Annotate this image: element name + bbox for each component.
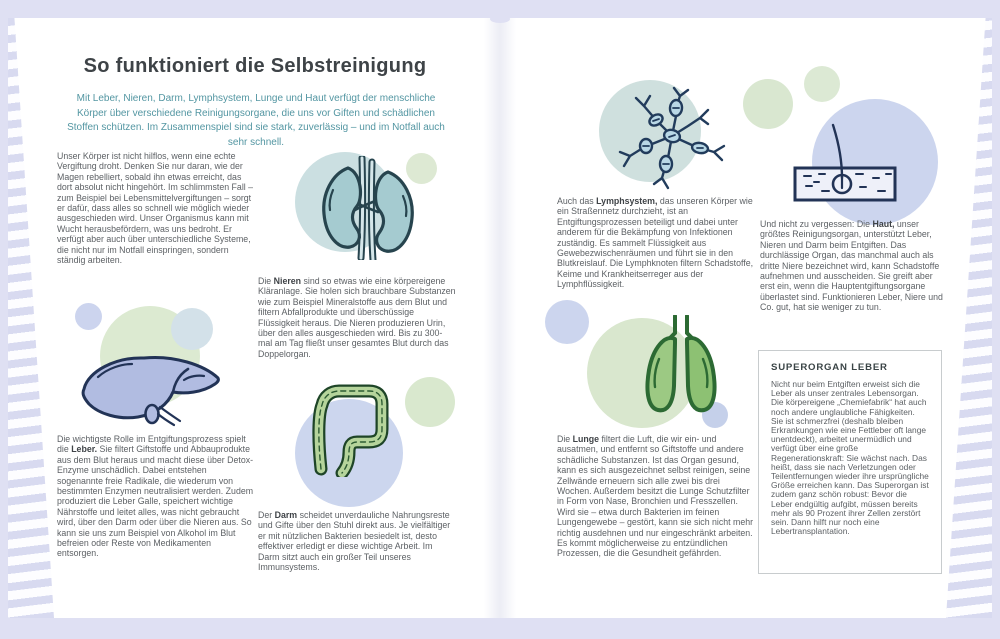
paragraph-body-intro — [57, 151, 254, 265]
paragraph-lymphsystem — [557, 196, 755, 290]
paragraph-lead: Auch das — [557, 196, 597, 206]
paragraph-nieren — [258, 276, 456, 359]
decor-circle-blue — [171, 308, 213, 350]
paragraph-rest: scheidet unverdauliche Nahrungsreste und Gifte über den Stuhl direkt aus. Je vielfältiger er mit nützlichen Bakterien besiedelt ist, desto effektiver erledigt er diese wichtige Arbeit. Im Darm sitzt auch ein großer Teil unseres Immunsystems. — [258, 510, 451, 573]
intro-text: Mit Leber, Nieren, Darm, Lymphsystem, Lunge und Haut verfügt der menschliche Körper über verschiedene Reinigungsorgane, die uns vor Giften und schädlichen Stoffen schützen. Im Zusammenspiel sind sie stark, zuverlässig – und im Notfall auch sehr schnell. — [67, 93, 445, 148]
paragraph-haut — [760, 219, 944, 313]
paragraph-lunge — [557, 434, 756, 559]
page-gutter — [484, 18, 516, 618]
paragraph-lead: Die wichtigste Rolle im Entgiftungsprozess spielt die — [57, 434, 246, 455]
decor-circle-green — [405, 377, 455, 427]
organ-name-lunge: Lunge — [572, 434, 600, 444]
organ-name-darm: Darm — [274, 510, 298, 520]
decor-circle-green — [804, 66, 840, 102]
paragraph-rest: Sie filtert Giftstoffe und Abbauprodukte aus dem Blut heraus und macht diese über Detox-Enzyme unschädlich. Dabei entstehen sogenannte freie Radikale, die wiederum von bestimmten Enzymen neutralisiert werden. Zudem produziert die Leber Galle, speichert wichtige Nährstoffe und leitet alles, was nicht gebraucht wird, über den Darm oder über die Nieren aus. So kann sie uns zum Beispiel von Alkohol im Blut befreien oder Reste von Medikamenten entsorgen. — [57, 444, 254, 559]
paragraph-rest: filtert die Luft, die wir ein- und ausatmen, und entfernt so Giftstoffe und andere schädliche Substanzen. Ist das Organ gesund, kann es sich ausgezeichnet selbst reinigen, seine Zellwände erneuern sich alle zwei bis drei Wochen. Außerdem besitzt die Lunge Schutzfilter in Form von Nase, Bronchien und Fresszellen. Wird sie – etwa durch Bakterien im feinen Lungengewebe – gestört, kann sie sich nicht mehr richtig ausdehnen und nur eingeschränkt arbeiten. Es kommt möglicherweise zu entzündlichen Prozessen, die die Gesundheit gefährden. — [557, 434, 754, 559]
organ-name-nieren: Nieren — [273, 276, 302, 286]
skin-hair-follicle-icon — [792, 121, 902, 205]
decor-circle-green — [743, 79, 793, 129]
lymph-nodes-icon — [612, 86, 732, 196]
paragraph-lead: Die — [258, 276, 274, 286]
lungs-icon — [637, 315, 725, 425]
superorgan-leber-box — [758, 350, 942, 574]
paragraph-rest: sind so etwas wie eine körpereigene Kläranlage. Sie holen sich brauchbare Substanzen wie zum Beispiel Mineralstoffe aus dem Blut und filtern Abfallprodukte und überschüssige Flüssigkeit heraus. Die Nieren produzieren Urin, über den alles ausgeschieden wird. Bis zu 300-mal am Tag fließt unser gesamtes Blut durch das Doppelorgan. — [258, 276, 456, 359]
page-title: So funktioniert die Selbstreinigung — [83, 55, 427, 77]
paragraph-lead: Und nicht zu vergessen: Die — [760, 219, 873, 229]
gutter-notch — [490, 15, 510, 23]
paragraph-rest: unser größtes Reinigungsorgan, unterstützt Leber, Nieren und Darm beim Entgiften. Das durchlässige Organ, das manchmal auch als dritte Niere bezeichnet wird, kann Schadstoffe aufnehmen und ausscheiden. Sie greift aber erst ein, wenn die Hauptentgiftungsorgane überlastet sind. Funktionieren Leber, Niere und Co. gut, hat sie weniger zu tun. — [760, 219, 943, 313]
decor-circle-lavender — [545, 300, 589, 344]
paragraph-text: Unser Körper ist nicht hilflos, wenn eine echte Vergiftung droht. Denken Sie nur daran, wie der Magen rebelliert, sobald ihn etwas erreicht, das dort absolut nicht hingehört. Im schlimmsten Fall – zum Beispiel bei Lebensmittelvergiftungen – sorgt er dafür, dass alles so schnell wie möglich wieder ausgeschieden wird. Unser Organismus kann mit Wucht herausbefördern, was uns bedroht. Er verfügt aber auch über unterschiedliche Systeme, die nicht nur im Notfall einspringen, sondern ständig arbeiten. — [57, 151, 254, 266]
organ-name-leber: Leber. — [71, 444, 98, 455]
infobox-heading: SUPERORGAN LEBER — [771, 362, 888, 373]
paragraph-lead: Die — [557, 434, 573, 444]
organ-name-lymphsystem: Lymphsystem, — [596, 196, 658, 206]
organ-name-haut: Haut, — [872, 219, 895, 229]
infobox-body: Nicht nur beim Entgiften erweist sich die Leber als unser zentrales Lebensorgan. Die körpereigene „Chemiefabrik“ hat auch noch andere unglaubliche Fähigkeiten. Sie ist schmerzfrei (deshalb bleiben Erkrankungen wie eine Fettleber oft lange unentdeckt), arbeitet unermüdlich und verfügt über eine große Regenerationskraft: Sie wächst nach. Das heißt, dass sie nach Verletzungen oder Teilentfernungen wieder ihre ursprüngliche Größe erreichen kann. Das Superorgan ist zudem ganz schön robust: Bevor die Leber endgültig aufgibt, müssen bereits mehr als 90 Prozent ihrer Zellen zerstört sein. Dann hilft nur noch eine Lebertransplantation. — [771, 379, 929, 537]
paragraph-lead: Der — [258, 510, 275, 520]
colon-icon — [309, 379, 397, 477]
decor-circle-lavender — [75, 303, 102, 330]
paragraph-darm — [258, 510, 456, 572]
liver-icon — [72, 347, 227, 427]
paragraph-rest: das unseren Körper wie ein Straßennetz durchzieht, ist an Entgiftungsprozessen beteiligt und dabei unter anderem für die Bekämpfung von Infektionen zuständig. Es sammelt Flüssigkeit aus Gewebezwischenräumen und führt sie in den Blutkreislauf. Die Lymphknoten filtern Schadstoffe, Keime und Krankheitserreger aus der Lymphflüssigkeit. — [557, 196, 754, 290]
kidneys-icon — [318, 156, 418, 260]
paragraph-leber — [57, 434, 255, 559]
